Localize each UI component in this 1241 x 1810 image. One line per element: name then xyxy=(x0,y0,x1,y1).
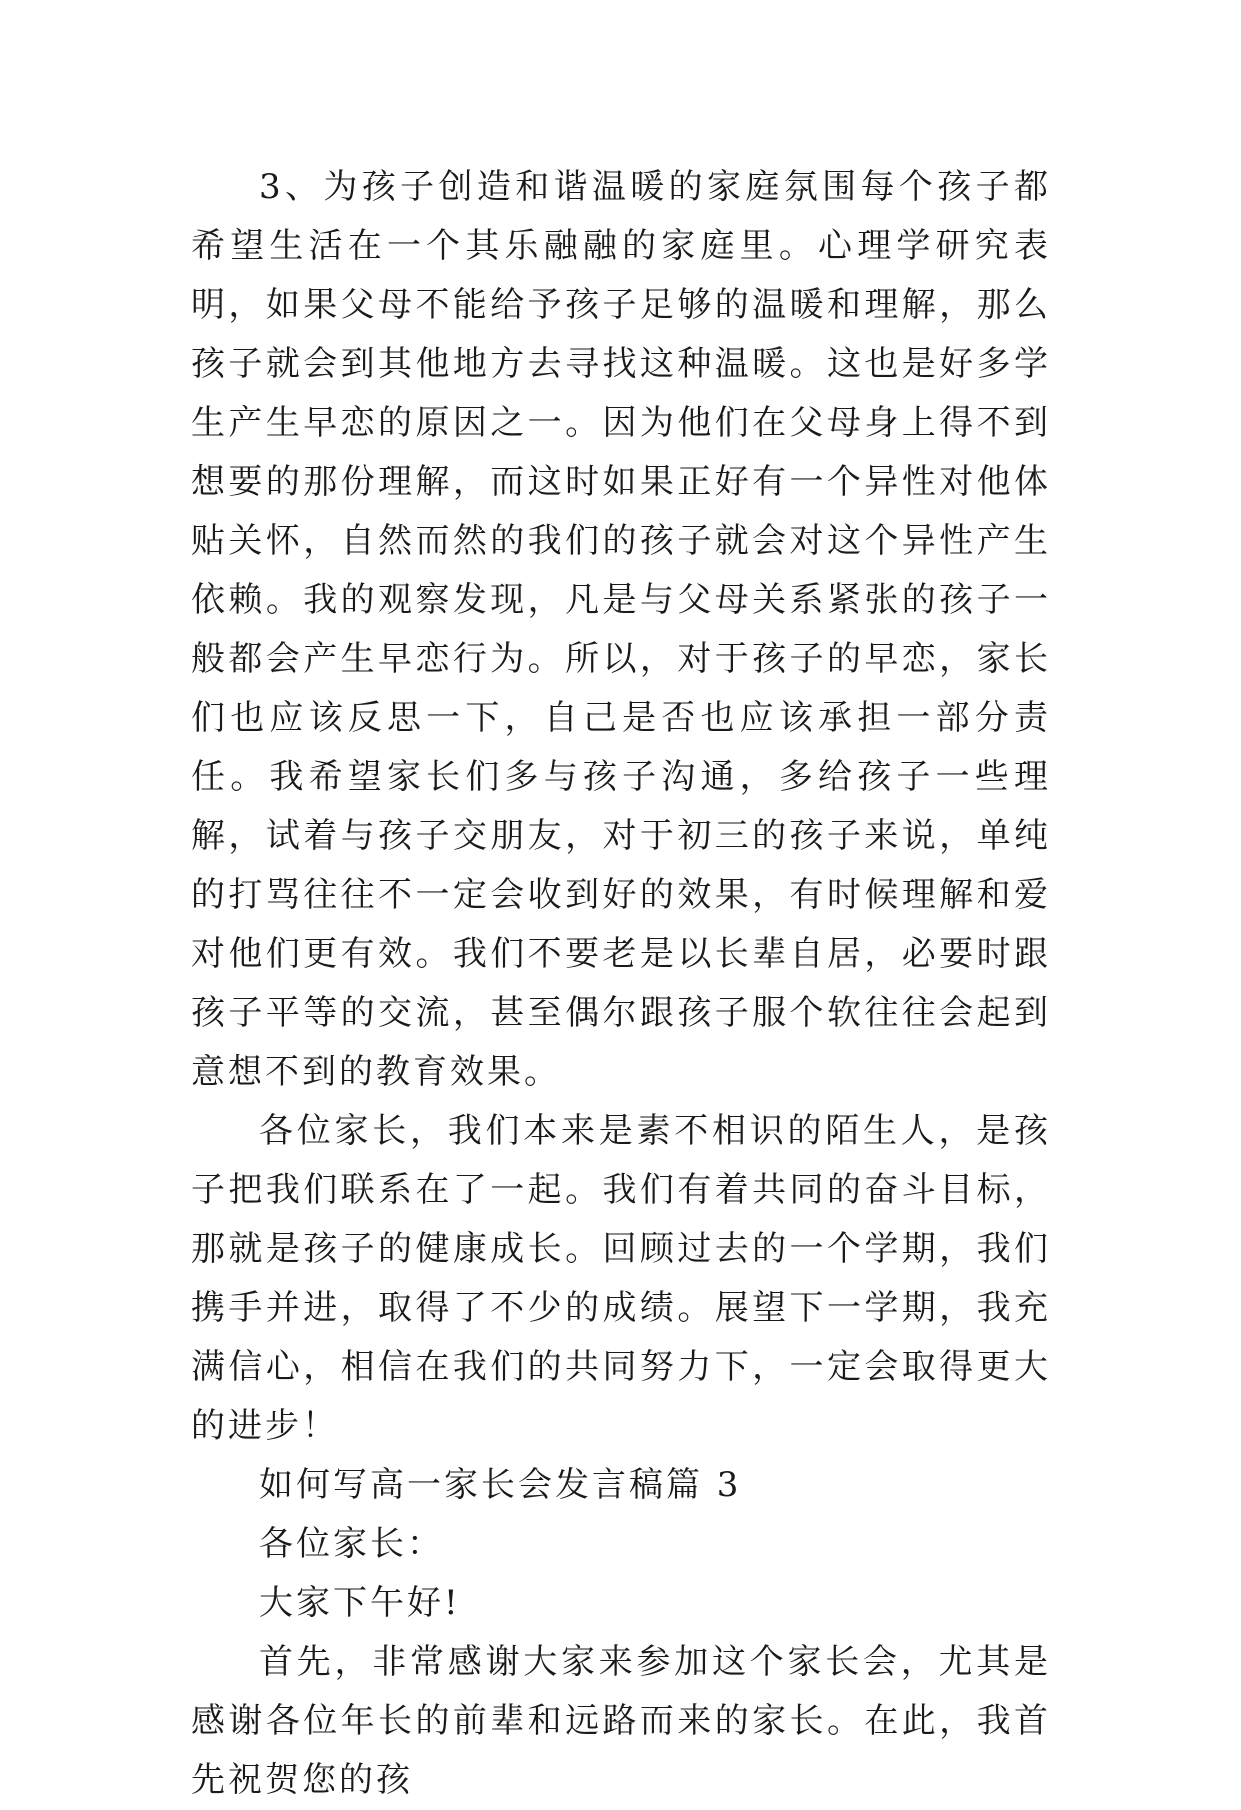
paragraph-closing-remarks: 各位家长，我们本来是素不相识的陌生人，是孩子把我们联系在了一起。我们有着共同的奋斗目标，那就是孩子的健康成长。回顾过去的一个学期，我们携手并进，取得了不少的成绩。展望下一学期，我充满信心，相信在我们的共同努力下，一定会取得更大的进步！ xyxy=(191,1111,1051,1446)
salutation: 各位家长： xyxy=(259,1524,444,1564)
section-heading: 如何写高一家长会发言稿篇 3 xyxy=(259,1465,742,1505)
paragraph-opening-thanks: 首先，非常感谢大家来参加这个家长会，尤其是感谢各位年长的前辈和远路而来的家长。在此，我首先祝贺您的孩 xyxy=(191,1642,1051,1800)
greeting: 大家下午好! xyxy=(259,1583,461,1623)
document-body xyxy=(191,158,1051,1810)
paragraph-family-atmosphere: 3、为孩子创造和谐温暖的家庭氛围每个孩子都希望生活在一个其乐融融的家庭里。心理学研究表明，如果父母不能给予孩子足够的温暖和理解，那么孩子就会到其他地方去寻找这种温暖。这也是好多学生产生早恋的原因之一。因为他们在父母身上得不到想要的那份理解，而这时如果正好有一个异性对他体贴关怀，自然而然的我们的孩子就会对这个异性产生依赖。我的观察发现，凡是与父母关系紧张的孩子一般都会产生早恋行为。所以，对于孩子的早恋，家长们也应该反思一下，自己是否也应该承担一部分责任。我希望家长们多与孩子沟通，多给孩子一些理解，试着与孩子交朋友，对于初三的孩子来说，单纯的打骂往往不一定会收到好的效果，有时候理解和爱对他们更有效。我们不要老是以长辈自居，必要时跟孩子平等的交流，甚至偶尔跟孩子服个软往往会起到意想不到的教育效果。 xyxy=(191,167,1051,1092)
